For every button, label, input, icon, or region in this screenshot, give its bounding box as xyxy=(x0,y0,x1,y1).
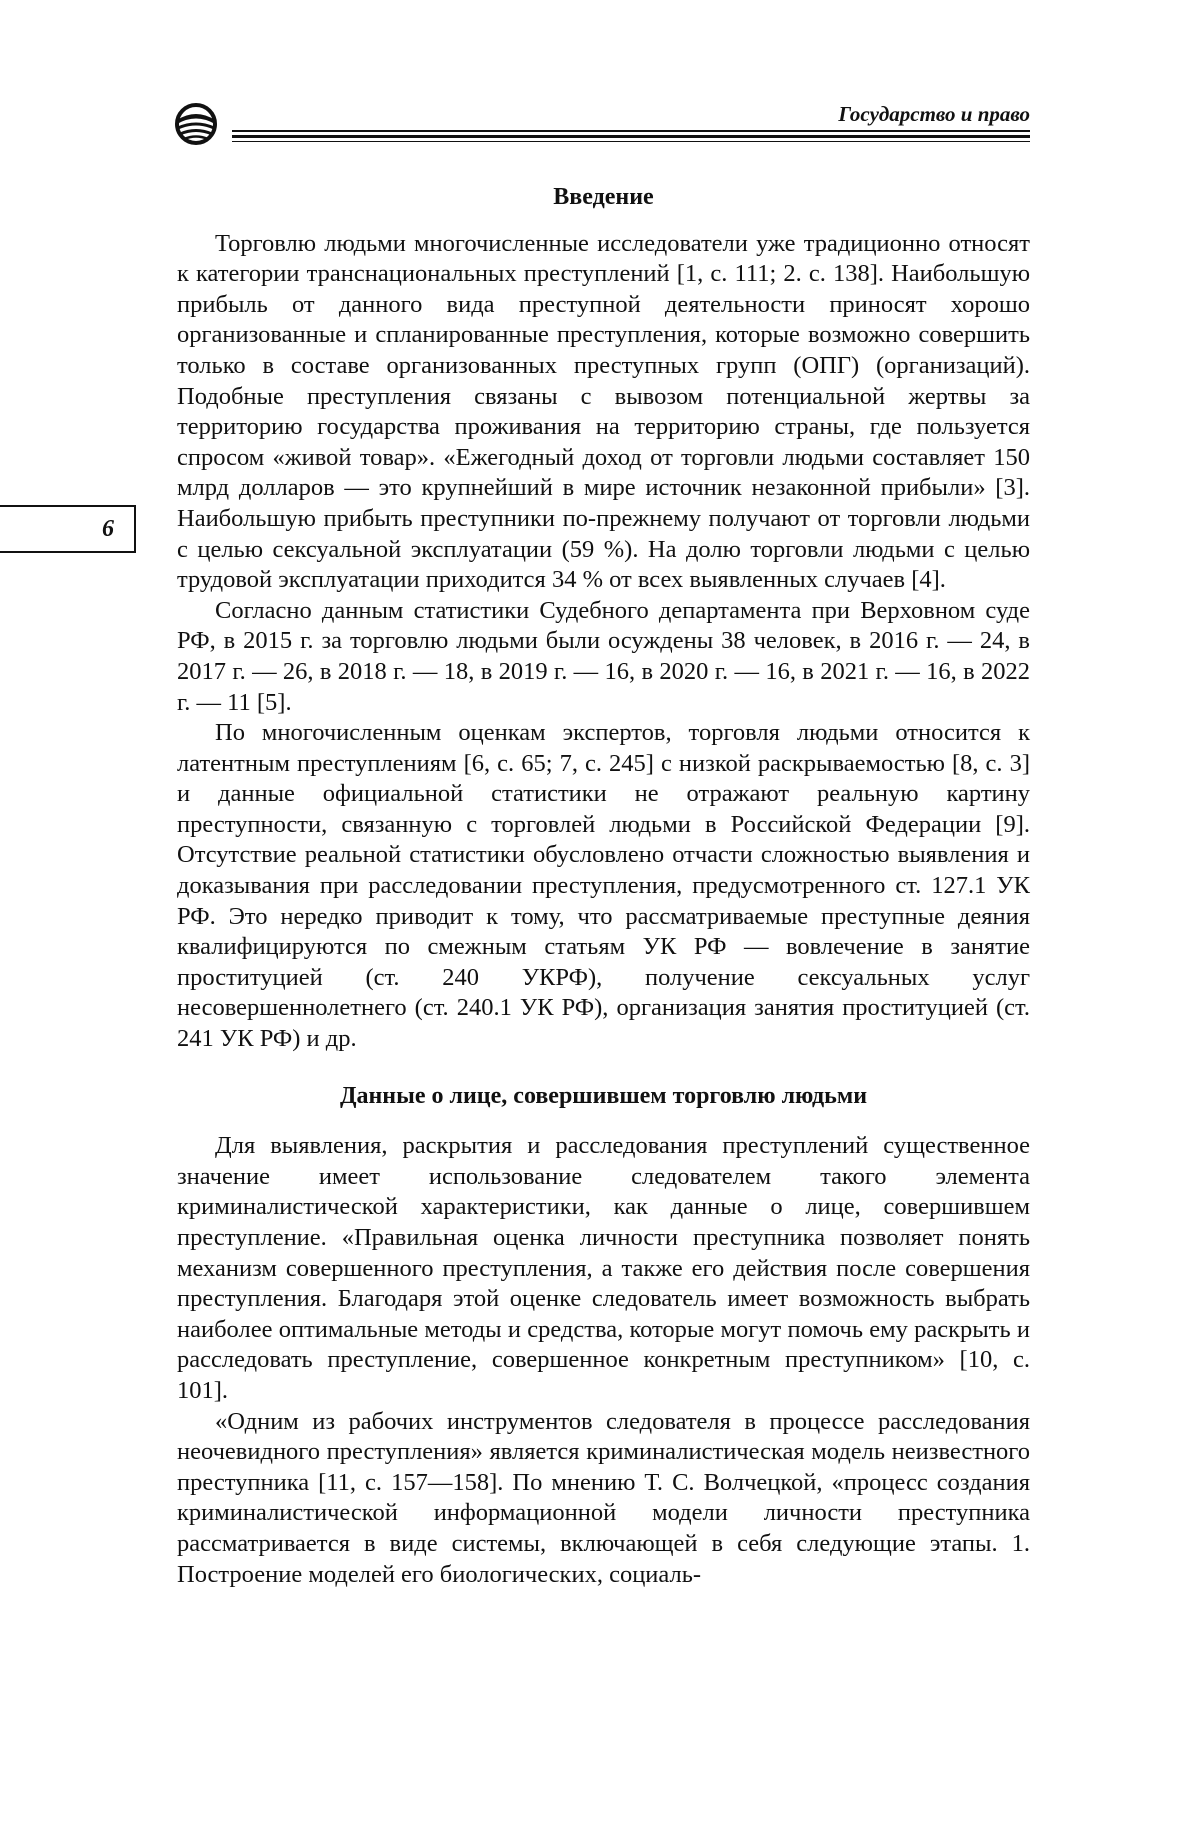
paragraph: «Одним из рабочих инструментов следователя в процессе расследования неочевидного преступления» является криминалистическая модель неизвестного преступника [11, с. 157—158]. По мнению Т. С. Волчецкой, «процесс создания криминалистической информационной модели личности преступника рассматривается в виде системы, включающей в себя следующие этапы. 1. Построение моделей его биологических, социаль- xyxy=(177,1407,1030,1588)
paragraph: По многочисленным оценкам экспертов, торговля людьми относится к латентным преступлениям [6, с. 65; 7, с. 245] с низкой раскрываемостью [8, с. 3] и данные официальной статистики не отражают реальную картину преступности, связанную с торговлей людьми в Российской Федерации [9]. Отсутствие реальной статистики обусловлено отчасти сложностью выявления и доказывания при расследовании преступления, предусмотренного ст. 127.1 УК РФ. Это нередко приводит к тому, что рассматриваемые преступные деяния квалифицируются по смежным статьям УК РФ — вовлечение в занятие проституцией (ст. 240 УКРФ), получение сексуальных услуг несовершеннолетнего (ст. 240.1 УК РФ), организация занятия проституцией (ст. 241 УК РФ) и др. xyxy=(177,719,1030,1053)
running-header xyxy=(172,100,1030,146)
journal-title: Государство и право xyxy=(838,102,1030,126)
page-number-tab xyxy=(0,505,136,553)
section-heading: Данные о лице, совершившем торговлю людьми xyxy=(339,1082,868,1109)
article-body xyxy=(177,182,1030,1590)
paragraph: Торговлю людьми многочисленные исследователи уже традиционно относят к категории транснациональных преступлений [1, с. 111; 2. с. 138]. Наибольшую прибыль от данного вида преступной деятельности приносят хорошо организованные и спланированные преступления, которые возможно совершить только в составе организованных преступных групп (ОПГ) (организаций). Подобные преступления связаны с вывозом потенциальной жертвы за территорию государства проживания на территорию страны, где пользуется спросом «живой товар». «Ежегодный доход от торговли людьми составляет 150 млрд долларов — это крупнейший в мире источник незаконной прибыли» [3]. Наибольшую прибыть преступники по-прежнему получают от торговли людьми с целью сексуальной эксплуатации (59 %). На долю торговли людьми с целью трудовой эксплуатации приходится 34 % от всех выявленных случаев [4]. xyxy=(177,229,1030,594)
header-rule xyxy=(232,135,1030,138)
journal-logo-icon xyxy=(172,100,234,146)
section-heading: Введение xyxy=(553,184,654,210)
header-rule xyxy=(232,130,1030,132)
paragraph: Для выявления, раскрытия и расследования преступлений существенное значение имеет использование следователем такого элемента криминалистической характеристики, как данные о лице, совершившем преступление. «Правильная оценка личности преступника позволяет понять механизм совершенного преступления, а также его действия после совершения преступления. Благодаря этой оценке следователь имеет возможность выбрать наиболее оптимальные методы и средства, которые могут помочь ему раскрыть и расследовать преступление, совершенное конкретным преступником» [10, с. 101]. xyxy=(177,1132,1030,1404)
header-rule xyxy=(232,141,1030,142)
paragraph: Согласно данным статистики Судебного департамента при Верховном суде РФ, в 2015 г. за торговлю людьми были осуждены 38 человек, в 2016 г. — 24, в 2017 г. — 26, в 2018 г. — 18, в 2019 г. — 16, в 2020 г. — 16, в 2021 г. — 16, в 2022 г. — 11 [5]. xyxy=(177,596,1030,716)
page-number: 6 xyxy=(102,515,114,542)
